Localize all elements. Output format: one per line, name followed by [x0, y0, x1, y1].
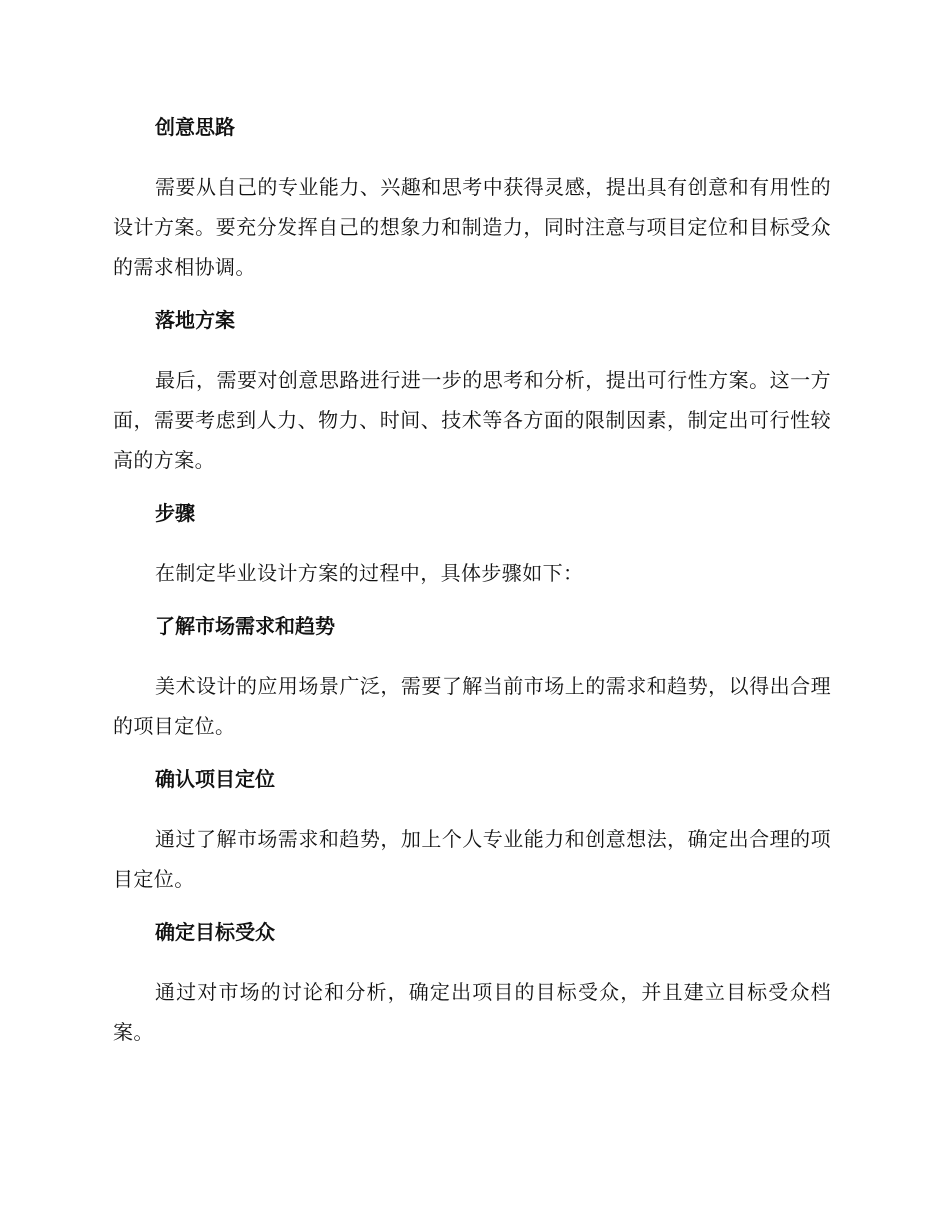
section-heading-target-audience: 确定目标受众 — [155, 920, 275, 944]
document-body — [113, 112, 831, 1052]
section-heading-steps: 步骤 — [155, 501, 195, 525]
section-paragraph-creative-ideas: 需要从自己的专业能力、兴趣和思考中获得灵感，提出具有创意和有用性的设计方案。要充分发挥自己的想象力和制造力，同时注意与项目定位和目标受众的需求相协调。 — [113, 175, 831, 279]
section-heading-market-trends: 了解市场需求和趋势 — [155, 614, 335, 638]
section-paragraph-target-audience: 通过对市场的讨论和分析，确定出项目的目标受众，并且建立目标受众档案。 — [113, 980, 831, 1044]
section-heading-implementation-plan: 落地方案 — [155, 308, 235, 332]
section-paragraph-market-trends: 美术设计的应用场景广泛，需要了解当前市场上的需求和趋势，以得出合理的项目定位。 — [113, 674, 831, 738]
section-heading-project-positioning: 确认项目定位 — [155, 767, 275, 791]
section-paragraph-project-positioning: 通过了解市场需求和趋势，加上个人专业能力和创意想法，确定出合理的项目定位。 — [113, 827, 831, 891]
section-paragraph-implementation-plan: 最后，需要对创意思路进行进一步的思考和分析，提出可行性方案。这一方面，需要考虑到人力、物力、时间、技术等各方面的限制因素，制定出可行性较高的方案。 — [113, 368, 831, 472]
section-paragraph-steps: 在制定毕业设计方案的过程中，具体步骤如下： — [155, 561, 584, 585]
section-heading-creative-ideas: 创意思路 — [155, 115, 235, 139]
